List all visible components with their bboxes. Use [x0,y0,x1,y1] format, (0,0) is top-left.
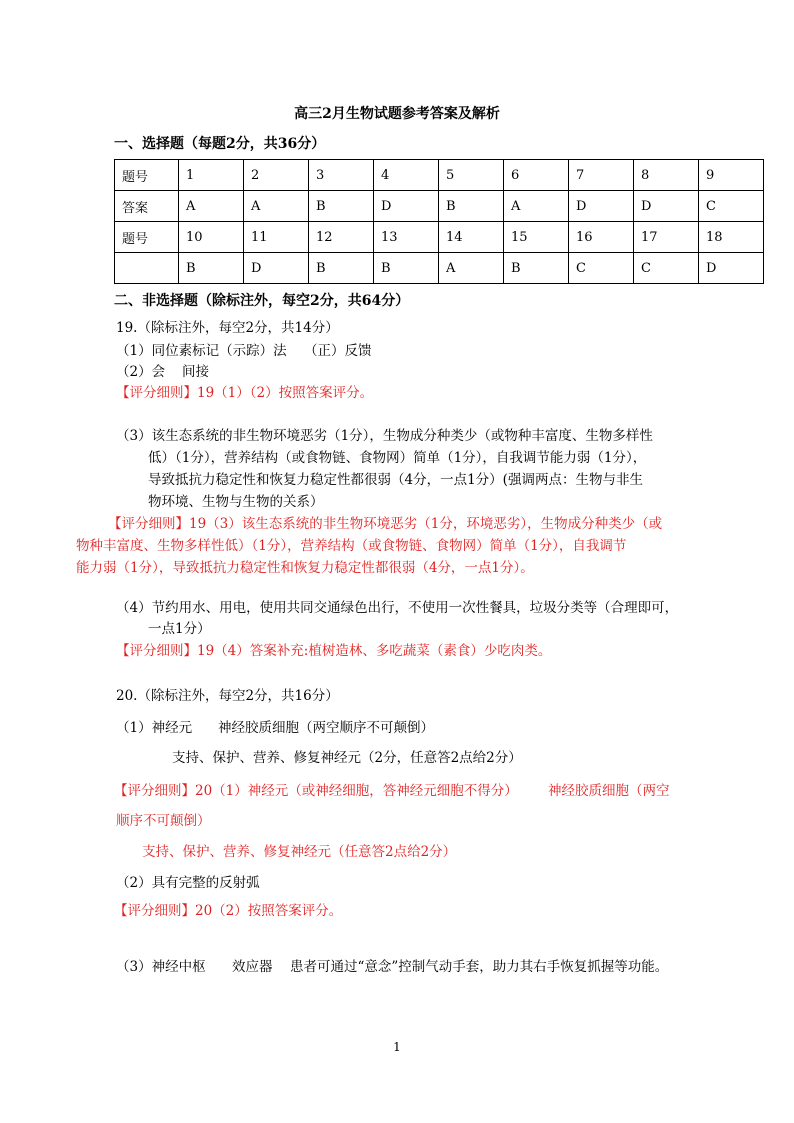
table-cell: B [309,191,374,222]
table-cell: 12 [309,222,374,253]
table-cell: 17 [634,222,699,253]
q19-answer-2: （2）会 [116,364,166,380]
table-cell: 6 [504,160,569,191]
q20-answer-1: （1）神经元 [116,720,193,736]
q20-rubric-2: 【评分细则】20（2）按照答案评分。 [114,903,343,919]
q19-answer-3-line4: 物环境、生物与生物的关系） [148,494,324,510]
q20-heading: 20.（除标注外，每空2分，共16分） [116,688,339,704]
q20-rubric-1-line3: 支持、保护、营养、修复神经元（任意答2点给2分） [142,844,457,860]
table-cell: 10 [179,222,244,253]
q19-answer-3-line2: 低）（1分），营养结构（或食物链、食物网）简单（1分），自我调节能力弱（1分）， [148,450,647,466]
page-number: 1 [393,1040,401,1054]
q20-rubric-1-line2: 顺序不可颠倒） [116,813,211,829]
table-cell: B [179,253,244,284]
table-cell: 8 [634,160,699,191]
q20-rubric-1-line1b: 神经胶质细胞（两空 [548,783,670,799]
table-cell: 2 [244,160,309,191]
table-cell: A [504,191,569,222]
q19-heading: 19.（除标注外，每空2分，共14分） [116,320,339,336]
q20-answer-3c: 患者可通过“意念”控制气动手套，助力其右手恢复抓握等功能。 [290,959,669,975]
table-row [115,222,764,253]
q20-answer-3: （3）神经中枢 [116,959,206,975]
table-cell: A [439,253,504,284]
q20-answer-3b: 效应器 [232,959,273,975]
q19-rubric-3-line2: 物种丰富度、生物多样性低）（1分），营养结构（或食物链、食物网）简单（1分），自我调节 [76,538,627,554]
table-cell: B [309,253,374,284]
table-cell: D [374,191,439,222]
table-cell: 题号 [115,222,179,253]
table-cell: C [634,253,699,284]
q19-answer-3-line1: （3）该生态系统的非生物环境恶劣（1分），生物成分种类少（或物种丰富度、生物多样性 [116,428,653,444]
q20-answer-1b: 神经胶质细胞（两空顺序不可颠倒） [218,720,434,736]
table-cell [115,253,179,284]
q19-answer-1: （1）同位素标记（示踪）法 [116,343,287,359]
table-cell: 1 [179,160,244,191]
q20-answer-1c: 支持、保护、营养、修复神经元（2分，任意答2点给2分） [172,750,522,766]
table-row [115,253,764,284]
table-cell: 答案 [115,191,179,222]
q20-rubric-1-line1: 【评分细则】20（1）神经元（或神经细胞，答神经元细胞不得分） [114,783,518,799]
q19-rubric-3-line1: 【评分细则】19（3）该生态系统的非生物环境恶劣（1分，环境恶劣），生物成分种类少（或 [108,516,663,532]
table-cell: C [569,253,634,284]
table-cell: D [699,253,764,284]
table-cell: 9 [699,160,764,191]
q19-answer-4-line1: （4）节约用水、用电，使用共同交通绿色出行，不使用一次性餐具，垃圾分类等（合理即可， [116,600,679,616]
table-cell: 3 [309,160,374,191]
table-cell: B [439,191,504,222]
table-cell: B [374,253,439,284]
q19-rubric-3-line3: 能力弱（1分），导致抵抗力稳定性和恢复力稳定性都很弱（4分，一点1分）。 [76,560,534,576]
table-cell: 7 [569,160,634,191]
table-cell: B [504,253,569,284]
table-cell: D [569,191,634,222]
q19-rubric-1: 【评分细则】19（1）（2）按照答案评分。 [116,385,374,401]
table-row [115,160,764,191]
table-cell: 14 [439,222,504,253]
section-heading-nonchoice: 二、非选择题（除标注外，每空2分，共64分） [114,293,410,309]
answer-table [114,159,764,284]
table-cell: 18 [699,222,764,253]
table-cell: 15 [504,222,569,253]
table-cell: D [244,253,309,284]
table-cell: D [634,191,699,222]
q19-answer-3-line3: 导致抵抗力稳定性和恢复力稳定性都很弱（4分，一点1分）(强调两点：生物与非生 [148,472,643,488]
table-cell: 11 [244,222,309,253]
table-cell: A [244,191,309,222]
table-cell: C [699,191,764,222]
q19-answer-1b: （正）反馈 [304,343,372,359]
table-row [115,191,764,222]
q20-answer-2: （2）具有完整的反射弧 [116,875,260,891]
table-cell: 4 [374,160,439,191]
table-cell: 13 [374,222,439,253]
q19-rubric-4: 【评分细则】19（4）答案补充:植树造林、多吃蔬菜（素食）少吃肉类。 [116,643,552,659]
section-heading-choice: 一、选择题（每题2分，共36分） [114,136,326,152]
table-cell: 16 [569,222,634,253]
table-cell: 题号 [115,160,179,191]
q19-answer-2b: 间接 [182,364,209,380]
page-title: 高三2月生物试题参考答案及解析 [294,106,500,122]
q19-answer-4-line2: 一点1分） [148,621,211,637]
table-cell: 5 [439,160,504,191]
table-cell: A [179,191,244,222]
